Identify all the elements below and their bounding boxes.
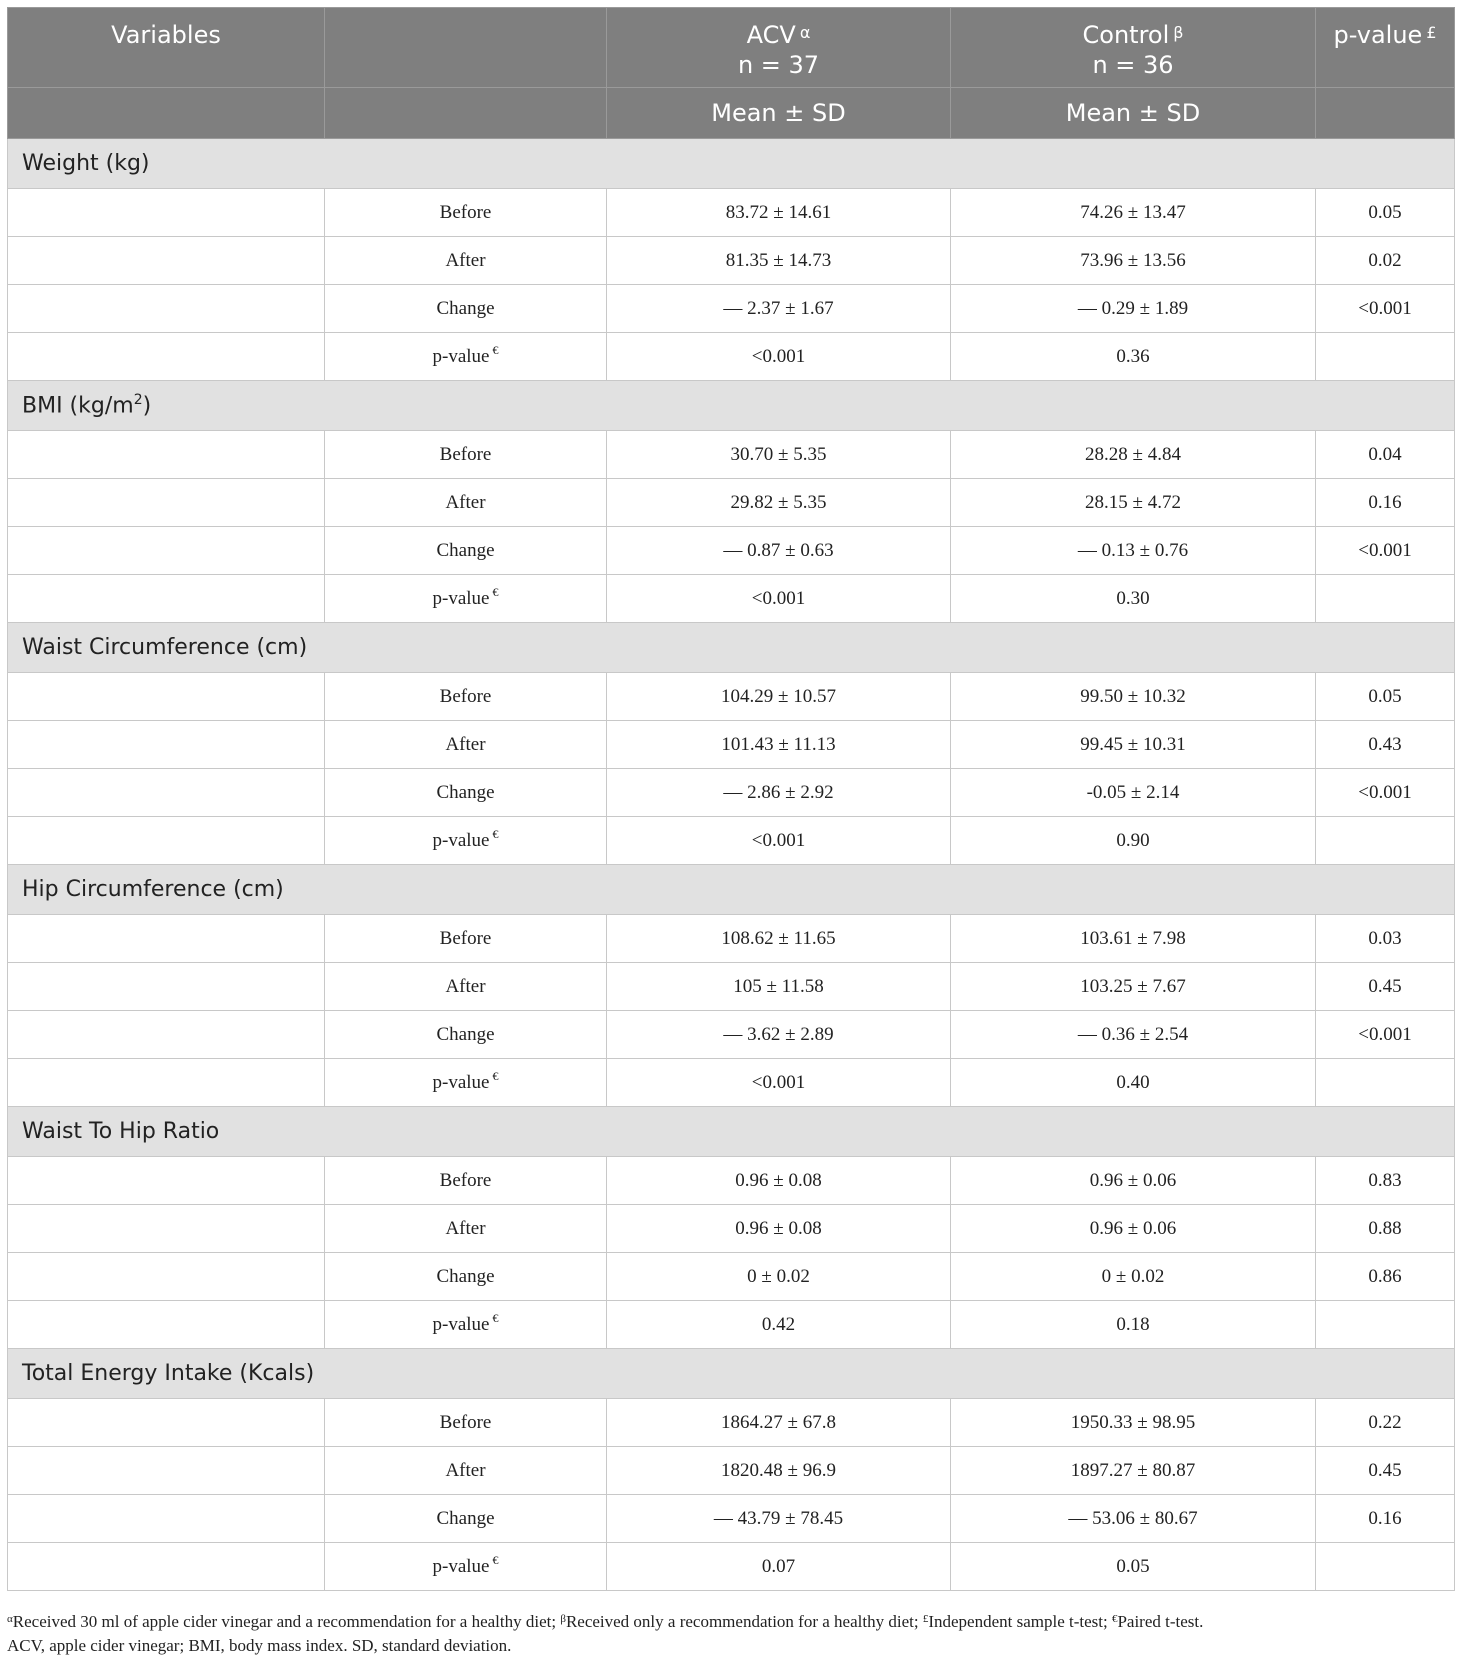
p-value: 0.16 (1316, 479, 1455, 527)
header-stat-blank-3 (1316, 88, 1455, 139)
header-stat-control: Mean ± SD (951, 88, 1316, 139)
header-stat-acv: Mean ± SD (607, 88, 951, 139)
row-blank-cell (8, 1301, 325, 1349)
row-label: p-value € (325, 1059, 607, 1107)
table-row (8, 1157, 1455, 1205)
header-stat-blank-2 (325, 88, 607, 139)
row-label: Change (325, 285, 607, 333)
acv-value: 0.96 ± 0.08 (607, 1157, 951, 1205)
p-value: <0.001 (1316, 1011, 1455, 1059)
row-label: After (325, 721, 607, 769)
control-value: 1897.27 ± 80.87 (951, 1447, 1316, 1495)
acv-value: 0.96 ± 0.08 (607, 1205, 951, 1253)
table-row (8, 1543, 1455, 1591)
table-row (8, 189, 1455, 237)
control-value: 0.96 ± 0.06 (951, 1157, 1316, 1205)
row-blank-cell (8, 769, 325, 817)
acv-value: 1864.27 ± 67.8 (607, 1399, 951, 1447)
section-title: Weight (kg) (8, 139, 1455, 189)
acv-value: — 0.87 ± 0.63 (607, 527, 951, 575)
row-label: Change (325, 769, 607, 817)
p-value (1316, 575, 1455, 623)
section-header-row (8, 1107, 1455, 1157)
row-label: Change (325, 527, 607, 575)
row-label: Change (325, 1011, 607, 1059)
control-value: 0.96 ± 0.06 (951, 1205, 1316, 1253)
row-label: Before (325, 673, 607, 721)
row-blank-cell (8, 1059, 325, 1107)
control-value: — 0.36 ± 2.54 (951, 1011, 1316, 1059)
header-pvalue: p-value £ (1316, 8, 1455, 88)
section-title: Waist To Hip Ratio (8, 1107, 1455, 1157)
control-value: 0 ± 0.02 (951, 1253, 1316, 1301)
row-blank-cell (8, 1205, 325, 1253)
acv-value: 0.42 (607, 1301, 951, 1349)
control-value: 73.96 ± 13.56 (951, 237, 1316, 285)
row-label: p-value € (325, 817, 607, 865)
table-row (8, 721, 1455, 769)
row-blank-cell (8, 189, 325, 237)
p-value: <0.001 (1316, 527, 1455, 575)
control-value: 103.25 ± 7.67 (951, 963, 1316, 1011)
p-value (1316, 333, 1455, 381)
p-value (1316, 1301, 1455, 1349)
header-stat-blank-1 (8, 88, 325, 139)
row-label: p-value € (325, 1543, 607, 1591)
control-value: 28.15 ± 4.72 (951, 479, 1316, 527)
acv-value: 1820.48 ± 96.9 (607, 1447, 951, 1495)
p-value (1316, 1543, 1455, 1591)
control-value: 0.36 (951, 333, 1316, 381)
control-value: 99.50 ± 10.32 (951, 673, 1316, 721)
row-blank-cell (8, 285, 325, 333)
table-row (8, 527, 1455, 575)
acv-value: 0.07 (607, 1543, 951, 1591)
p-value (1316, 817, 1455, 865)
row-blank-cell (8, 575, 325, 623)
row-label: p-value € (325, 333, 607, 381)
acv-value: 81.35 ± 14.73 (607, 237, 951, 285)
acv-value: 108.62 ± 11.65 (607, 915, 951, 963)
acv-value: <0.001 (607, 575, 951, 623)
table-row (8, 1011, 1455, 1059)
table-row (8, 1495, 1455, 1543)
table-row (8, 1301, 1455, 1349)
acv-value: 101.43 ± 11.13 (607, 721, 951, 769)
row-label: Change (325, 1253, 607, 1301)
table-row (8, 769, 1455, 817)
p-value: 0.43 (1316, 721, 1455, 769)
row-blank-cell (8, 817, 325, 865)
row-blank-cell (8, 1495, 325, 1543)
row-blank-cell (8, 915, 325, 963)
table-row (8, 575, 1455, 623)
p-value: 0.45 (1316, 963, 1455, 1011)
table-body (8, 139, 1455, 1591)
control-value: 103.61 ± 7.98 (951, 915, 1316, 963)
header-row (8, 8, 1455, 88)
acv-value: 104.29 ± 10.57 (607, 673, 951, 721)
p-value: 0.88 (1316, 1205, 1455, 1253)
acv-value: 30.70 ± 5.35 (607, 431, 951, 479)
table-row (8, 915, 1455, 963)
row-blank-cell (8, 237, 325, 285)
section-title: Hip Circumference (cm) (8, 865, 1455, 915)
row-label: p-value € (325, 1301, 607, 1349)
table-row (8, 1205, 1455, 1253)
p-value: 0.83 (1316, 1157, 1455, 1205)
table-row (8, 1253, 1455, 1301)
row-label: Change (325, 1495, 607, 1543)
control-value: — 0.29 ± 1.89 (951, 285, 1316, 333)
row-blank-cell (8, 333, 325, 381)
control-value: 0.40 (951, 1059, 1316, 1107)
p-value: 0.16 (1316, 1495, 1455, 1543)
p-value: 0.04 (1316, 431, 1455, 479)
acv-value: — 2.86 ± 2.92 (607, 769, 951, 817)
row-label: Before (325, 1157, 607, 1205)
control-value: 0.30 (951, 575, 1316, 623)
control-value: 0.18 (951, 1301, 1316, 1349)
row-label: p-value € (325, 575, 607, 623)
acv-value: 29.82 ± 5.35 (607, 479, 951, 527)
p-value: <0.001 (1316, 285, 1455, 333)
table-row (8, 431, 1455, 479)
row-blank-cell (8, 1399, 325, 1447)
footnote-line-2: ACV, apple cider vinegar; BMI, body mass index. SD, standard deviation. (7, 1636, 512, 1655)
acv-value: <0.001 (607, 333, 951, 381)
control-value: 0.90 (951, 817, 1316, 865)
table-row (8, 285, 1455, 333)
control-value: — 53.06 ± 80.67 (951, 1495, 1316, 1543)
row-blank-cell (8, 963, 325, 1011)
acv-value: — 3.62 ± 2.89 (607, 1011, 951, 1059)
acv-value: — 43.79 ± 78.45 (607, 1495, 951, 1543)
acv-value: <0.001 (607, 817, 951, 865)
row-label: After (325, 1447, 607, 1495)
acv-value: — 2.37 ± 1.67 (607, 285, 951, 333)
row-label: After (325, 479, 607, 527)
p-value: <0.001 (1316, 769, 1455, 817)
p-value: 0.05 (1316, 189, 1455, 237)
p-value (1316, 1059, 1455, 1107)
row-label: After (325, 237, 607, 285)
header-acv: ACV $^\alpha$ n = 37 (607, 8, 951, 88)
table-row (8, 1447, 1455, 1495)
row-blank-cell (8, 721, 325, 769)
p-value: 0.03 (1316, 915, 1455, 963)
row-label: After (325, 963, 607, 1011)
control-value: 28.28 ± 4.84 (951, 431, 1316, 479)
section-title: BMI $(kg/m^2)$ (8, 381, 1455, 431)
table-row (8, 673, 1455, 721)
row-blank-cell (8, 1157, 325, 1205)
control-value: — 0.13 ± 0.76 (951, 527, 1316, 575)
table-row (8, 1399, 1455, 1447)
row-blank-cell (8, 431, 325, 479)
row-label: After (325, 1205, 607, 1253)
footnote-line-1: $^\alpha$Received 30 ml of apple cider vinegar and a recommendation for a healthy diet; $^\beta$Received only a recommendation for a healthy diet; £Independent sample t-test; €Paired t-test. (7, 1612, 1204, 1631)
table-row (8, 333, 1455, 381)
table-row (8, 817, 1455, 865)
section-header-row (8, 381, 1455, 431)
acv-value: <0.001 (607, 1059, 951, 1107)
acv-value: 0 ± 0.02 (607, 1253, 951, 1301)
section-header-row (8, 623, 1455, 673)
row-blank-cell (8, 1011, 325, 1059)
row-blank-cell (8, 1447, 325, 1495)
table-row (8, 963, 1455, 1011)
header-control: Control $^\beta$ n = 36 (951, 8, 1316, 88)
header-stat-row (8, 88, 1455, 139)
p-value: 0.22 (1316, 1399, 1455, 1447)
p-value: 0.05 (1316, 673, 1455, 721)
section-title: Waist Circumference (cm) (8, 623, 1455, 673)
header-blank (325, 8, 607, 88)
row-label: Before (325, 431, 607, 479)
row-blank-cell (8, 673, 325, 721)
p-value: 0.86 (1316, 1253, 1455, 1301)
section-header-row (8, 865, 1455, 915)
section-header-row (8, 1349, 1455, 1399)
footnote (7, 1610, 1454, 1658)
row-label: Before (325, 915, 607, 963)
control-value: 99.45 ± 10.31 (951, 721, 1316, 769)
control-value: 0.05 (951, 1543, 1316, 1591)
acv-value: 105 ± 11.58 (607, 963, 951, 1011)
row-label: Before (325, 1399, 607, 1447)
control-value: 1950.33 ± 98.95 (951, 1399, 1316, 1447)
p-value: 0.02 (1316, 237, 1455, 285)
header-variables: Variables (8, 8, 325, 88)
table-row (8, 479, 1455, 527)
control-value: -0.05 ± 2.14 (951, 769, 1316, 817)
row-blank-cell (8, 527, 325, 575)
row-blank-cell (8, 479, 325, 527)
row-label: Before (325, 189, 607, 237)
section-title: Total Energy Intake (Kcals) (8, 1349, 1455, 1399)
acv-value: 83.72 ± 14.61 (607, 189, 951, 237)
row-blank-cell (8, 1543, 325, 1591)
row-blank-cell (8, 1253, 325, 1301)
section-header-row (8, 139, 1455, 189)
p-value: 0.45 (1316, 1447, 1455, 1495)
table-row (8, 1059, 1455, 1107)
results-table (7, 7, 1455, 1591)
table-row (8, 237, 1455, 285)
control-value: 74.26 ± 13.47 (951, 189, 1316, 237)
